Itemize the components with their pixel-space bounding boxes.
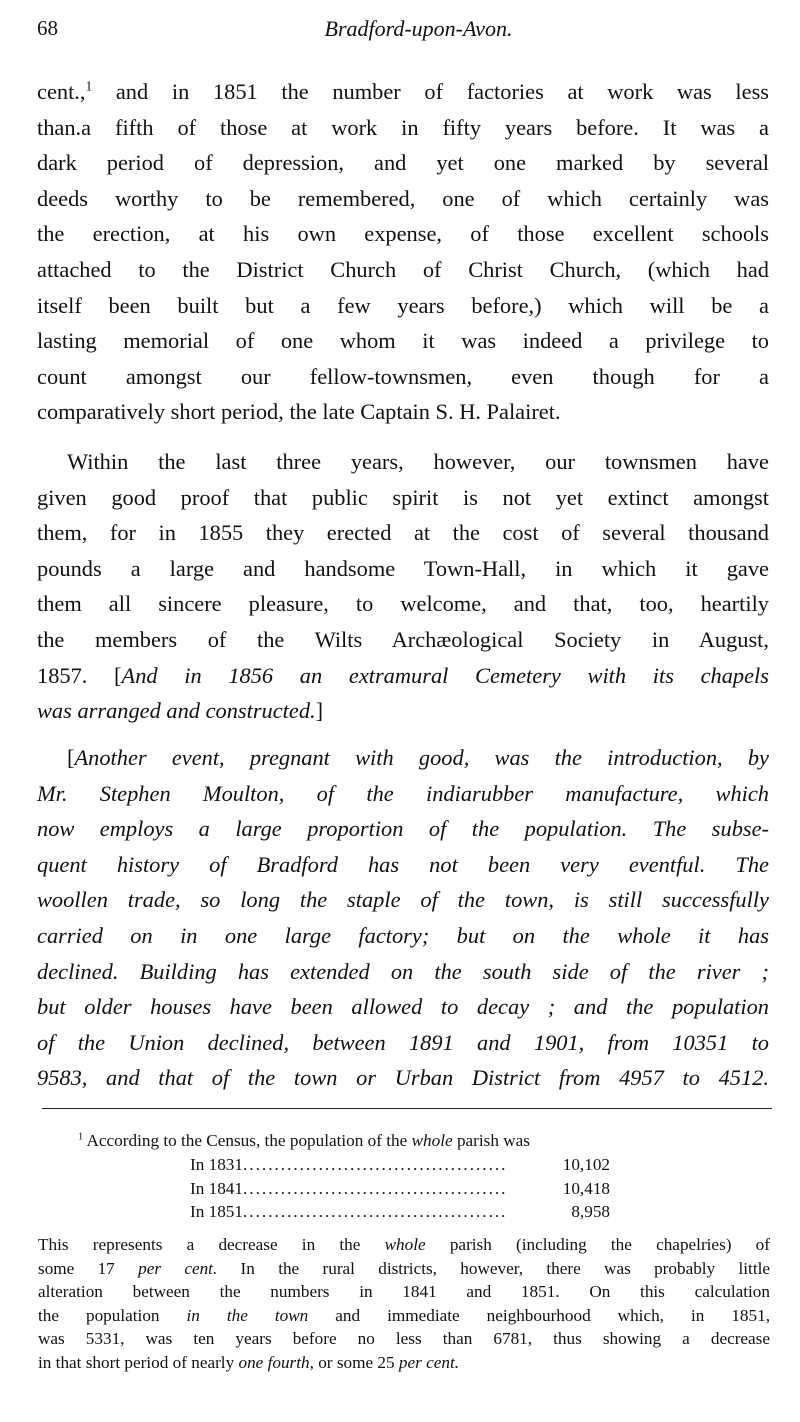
italic-run: And in 1856 an extramural Cemetery with its chapels	[121, 662, 769, 688]
paragraph-1	[37, 74, 769, 430]
paragraph-line	[37, 693, 769, 729]
paragraph-line	[37, 811, 769, 847]
italic-run: quent history of Bradford has not been very eventful. The	[37, 851, 769, 877]
footnote-line	[38, 1129, 770, 1153]
paragraph-line: itself been built but a few years before,) which will be a	[37, 292, 769, 318]
text-run: , or some 25	[309, 1352, 399, 1372]
paragraph-line	[37, 918, 769, 954]
italic-run: in the town	[186, 1305, 309, 1325]
italic-run: per cent.	[138, 1258, 218, 1278]
paragraph-line: than.a fifth of those at work in fifty years before. It was a	[37, 114, 769, 140]
text-run: This represents a decrease in the	[38, 1235, 385, 1254]
italic-run: Another event, pregnant with good, was the introduction, by	[74, 745, 769, 770]
census-row	[190, 1153, 610, 1177]
paragraph-line: pounds a large and handsome Town-Hall, in which it gave	[37, 555, 769, 581]
paragraph-line	[37, 740, 769, 776]
paragraph-line	[37, 1060, 769, 1096]
text-run: and immediate neighbourhood which, in 1851,	[308, 1305, 770, 1325]
footnote-body	[38, 1233, 770, 1375]
paragraph-line: deeds worthy to be remembered, one of which certainly was	[37, 185, 769, 211]
text-run: In the rural districts, however, there was probably little	[217, 1258, 770, 1278]
footnote-line: was 5331, was ten years before no less than 6781, thus showing a decrease	[38, 1329, 770, 1349]
paragraph-2	[37, 444, 769, 729]
census-value: 8,958	[571, 1202, 610, 1222]
paragraph-line	[37, 882, 769, 918]
leader-dots: ..........................................	[243, 1202, 508, 1222]
text-run: in that short period of nearly	[38, 1352, 239, 1372]
paragraph-line: comparatively short period, the late Captain S. H. Palairet.	[37, 399, 561, 425]
footnote-line	[38, 1304, 770, 1328]
footnote-rule	[42, 1108, 772, 1109]
text-run: and in 1851 the number of factories at work was less	[92, 79, 769, 104]
paragraph-line: dark period of depression, and yet one marked by several	[37, 150, 769, 176]
paragraph-line: count amongst our fellow-townsmen, even though for a	[37, 363, 769, 389]
page-number: 68	[37, 16, 58, 40]
text-run: According to the Census, the population of the	[83, 1131, 412, 1150]
footnote-line	[38, 1351, 770, 1375]
italic-run: per cent.	[398, 1352, 460, 1372]
census-year: In 1851	[190, 1202, 243, 1222]
paragraph-line: the erection, at his own expense, of those excellent schools	[37, 221, 769, 247]
italic-run: Mr. Stephen Moulton, of the indiarubber manufacture, which	[37, 780, 769, 806]
footnote-marker: 1	[78, 1131, 84, 1143]
paragraph-line: given good proof that public spirit is not yet extinct amongst	[37, 484, 769, 510]
footnote-intro	[38, 1129, 770, 1153]
paragraph-line	[37, 658, 769, 694]
italic-run: declined. Building has extended on the south side of the river ;	[37, 958, 769, 984]
page-header	[37, 16, 770, 46]
text-run: the population	[38, 1305, 187, 1325]
text-run: cent.,	[37, 79, 86, 104]
paragraph-line	[37, 776, 769, 812]
leader-dots: ..........................................	[243, 1155, 508, 1174]
paragraph-line	[37, 1025, 769, 1061]
leader-dots: ..........................................	[243, 1178, 508, 1198]
footnote-marker: 1	[85, 78, 93, 94]
paragraph-line	[37, 989, 769, 1025]
paragraph-line: the members of the Wilts Archæological Society in August,	[37, 626, 769, 652]
footnote-line	[38, 1257, 770, 1281]
italic-run: whole	[411, 1131, 453, 1150]
italic-run: whole	[384, 1235, 426, 1254]
census-row	[190, 1200, 610, 1224]
census-value: 10,418	[562, 1178, 610, 1198]
paragraph-line: Within the last three years, however, our townsmen have	[67, 449, 769, 474]
italic-run: was arranged and constructed.	[37, 698, 316, 724]
census-year: In 1841	[190, 1178, 243, 1198]
paragraph-line	[37, 954, 769, 990]
paragraph-3	[37, 740, 769, 1096]
italic-run: but older houses have been allowed to decay ; and the population	[37, 994, 769, 1020]
text-run: some 17	[38, 1258, 139, 1278]
census-value: 10,102	[562, 1155, 610, 1174]
paragraph-line	[37, 74, 769, 110]
italic-run: 9583, and that of the town or Urban District from 4957 to 4512.	[37, 1065, 769, 1091]
paragraph-line: them all sincere pleasure, to welcome, and that, too, heartily	[37, 591, 769, 617]
footnote-line: alteration between the numbers in 1841 and 1851. On this calculation	[38, 1282, 770, 1302]
text-run: parish was	[452, 1131, 530, 1150]
text-run: parish (including the chapelries) of	[425, 1235, 770, 1254]
census-year: In 1831	[190, 1155, 243, 1174]
text-run: 1857. [	[37, 662, 122, 688]
footnote-line	[38, 1233, 770, 1257]
italic-run: one fourth	[238, 1352, 310, 1372]
italic-run: woollen trade, so long the staple of the town, is still successfully	[37, 887, 769, 913]
text-run: [	[67, 745, 75, 770]
paragraph-line	[37, 847, 769, 883]
paragraph-line: them, for in 1855 they erected at the cost of several thousand	[37, 520, 769, 546]
census-row	[190, 1177, 610, 1201]
italic-run: of the Union declined, between 1891 and 1901, from 10351 to	[37, 1029, 769, 1055]
paragraph-line: lasting memorial of one whom it was indeed a privilege to	[37, 328, 769, 354]
italic-run: carried on in one large factory; but on the whole it has	[37, 922, 769, 948]
paragraph-line: attached to the District Church of Christ Church, (which had	[37, 256, 769, 282]
text-run: ]	[315, 698, 324, 724]
italic-run: now employs a large proportion of the population. The subse-	[37, 816, 769, 842]
running-title: Bradford-upon-Avon.	[324, 16, 513, 41]
census-table	[190, 1153, 610, 1224]
